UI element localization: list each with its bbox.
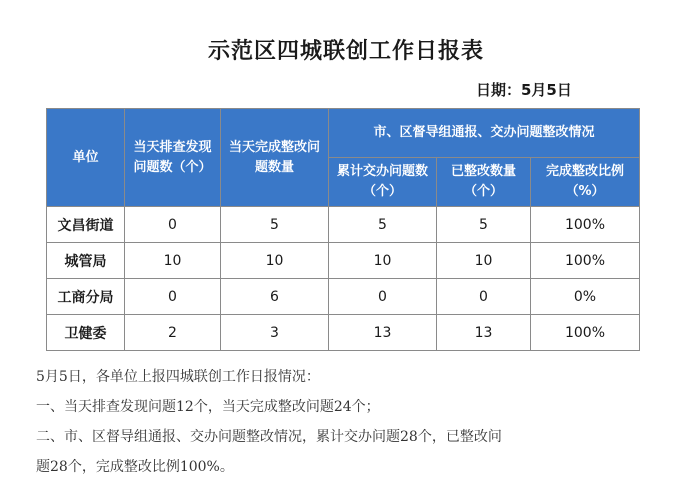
header-group: 市、区督导组通报、交办问题整改情况: [329, 109, 640, 158]
table-row: [47, 315, 640, 351]
report-table: [46, 108, 640, 351]
header-fixed-today: 当天完成整改问题数量: [221, 109, 329, 207]
cell-done: 10: [437, 243, 531, 279]
summary-line-1: 5月5日，各单位上报四城联创工作日报情况：: [36, 369, 320, 385]
cell-done: 5: [437, 207, 531, 243]
cell-done: 0: [437, 279, 531, 315]
table-row: [47, 279, 640, 315]
cell-done: 13: [437, 315, 531, 351]
cell-fixed: 3: [221, 315, 329, 351]
cell-found: 2: [125, 315, 221, 351]
cell-found: 0: [125, 207, 221, 243]
cell-unit: 工商分局: [47, 279, 125, 315]
cell-ratio: 0%: [531, 279, 640, 315]
cell-ratio: 100%: [531, 243, 640, 279]
cell-assigned: 0: [329, 279, 437, 315]
cell-fixed: 10: [221, 243, 329, 279]
cell-ratio: 100%: [531, 315, 640, 351]
table-row: [47, 207, 640, 243]
header-found-today: 当天排查发现问题数（个）: [125, 109, 221, 207]
cell-fixed: 5: [221, 207, 329, 243]
cell-assigned: 5: [329, 207, 437, 243]
cell-unit: 城管局: [47, 243, 125, 279]
header-ratio: 完成整改比例（%）: [531, 158, 640, 207]
header-fixed-count: 已整改数量（个）: [437, 158, 531, 207]
cell-found: 0: [125, 279, 221, 315]
header-total-assigned: 累计交办问题数（个）: [329, 158, 437, 207]
table-row: [47, 243, 640, 279]
cell-assigned: 10: [329, 243, 437, 279]
report-date: 日期：5月5日: [476, 81, 572, 99]
report-title: 示范区四城联创工作日报表: [207, 39, 484, 64]
header-unit: 单位: [47, 109, 125, 207]
cell-found: 10: [125, 243, 221, 279]
summary-line-3: 二、市、区督导组通报、交办问题整改情况，累计交办问题28个，已整改问: [36, 429, 502, 445]
summary-line-2: 一、当天排查发现问题12个，当天完成整改问题24个；: [36, 399, 380, 415]
cell-unit: 文昌街道: [47, 207, 125, 243]
cell-assigned: 13: [329, 315, 437, 351]
cell-fixed: 6: [221, 279, 329, 315]
cell-unit: 卫健委: [47, 315, 125, 351]
summary-line-4: 题28个，完成整改比例100%。: [36, 459, 234, 475]
cell-ratio: 100%: [531, 207, 640, 243]
